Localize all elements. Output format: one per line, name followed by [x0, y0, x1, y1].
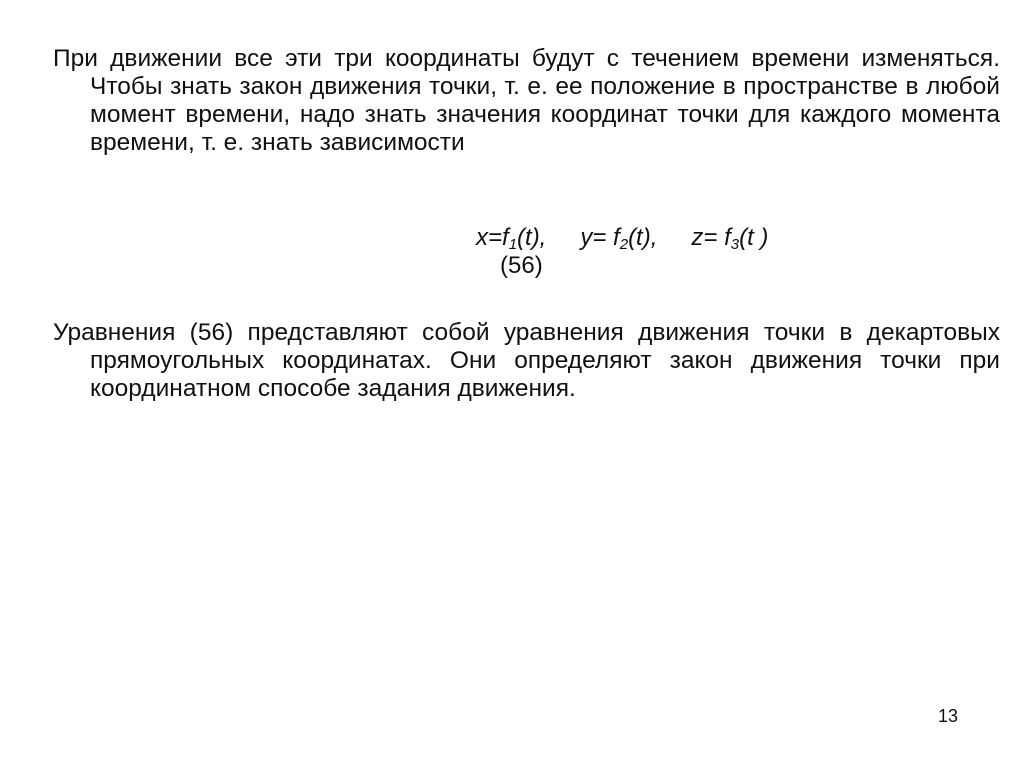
- equation-number: (56): [500, 252, 543, 279]
- paragraph-motion-coordinates: При движении все эти три координаты будут с течением времени изменяться. Чтобы знать закон движения точки, т. е. ее положение в пространстве в любой момент времени, надо знать значения координат точки для каждого момента времени, т. е. знать зависимости: [53, 45, 1000, 156]
- motion-equations-formula: [476, 224, 768, 252]
- paragraph-cartesian-equations: Уравнения (56) представляют собой уравнения движения точки в декартовых прямоугольных координатах. Они определяют закон движения точки при координатном способе задания движения.: [53, 319, 1000, 402]
- equation-x: $x=f_1(t)$,: [476, 224, 547, 253]
- equation-y: $y= f_2(t)$,: [580, 224, 658, 253]
- page-number: 13: [938, 706, 959, 726]
- equation-z: $z= f_3(t$ ): [691, 224, 769, 253]
